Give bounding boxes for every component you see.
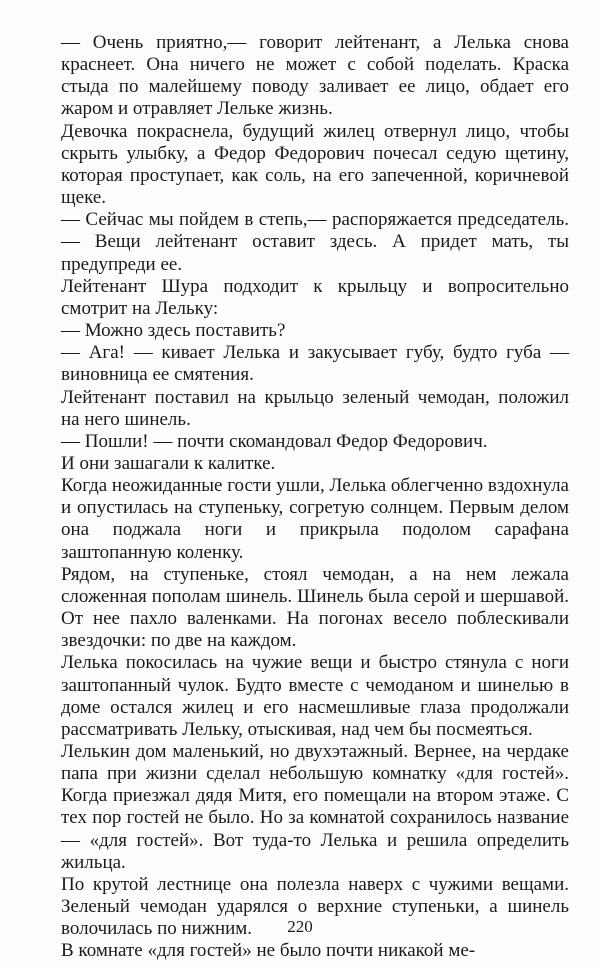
paragraph: — Можно здесь поставить?: [61, 320, 286, 342]
paragraph: Когда неожиданные гости ушли, Лелька облегченно вздохнула и опустилась на ступеньку, согретую солнцем. Первым делом она поджала ноги и прикрыла подолом сарафана заштопанную коленку.: [61, 475, 569, 563]
paragraph: Лейтенант Шура подходит к крыльцу и вопросительно смотрит на Лельку:: [61, 275, 569, 319]
page-number: 220: [287, 917, 313, 936]
paragraph: — Ага! — кивает Лелька и закусывает губу, будто губа — виновница ее смятения.: [61, 342, 569, 386]
paragraph: — Пошли! — почти скомандовал Федор Федорович.: [61, 430, 488, 452]
paragraph: Лелька покосилась на чужие вещи и быстро стянула с ноги заштопанный чулок. Будто вместе с чемоданом и шинелью в доме остался жилец и его насмешливые глаза продолжали рассматривать Лельку, отыскивая, над чем бы посмеяться.: [61, 652, 569, 740]
body-text: [61, 32, 569, 963]
paragraph: По крутой лестнице она полезла наверх с чужими вещами. Зеленый чемодан ударялся о верхние ступеньки, а шинель волочилась по нижним.: [61, 873, 569, 940]
paragraph: Рядом, на ступеньке, стоял чемодан, а на нем лежала сложенная пополам шинель. Шинель была серой и шершавой. От нее пахло валенками. На погонах весело поблескивали звездочки: по две на каждом.: [61, 563, 569, 652]
paragraph: Лелькин дом маленький, но двухэтажный. Вернее, на чердаке папа при жизни сделал небольшую комнатку «для гостей». Когда приезжал дядя Митя, его помещали на втором этаже. С тех пор гостей не было. Но за комнатой сохранилось название — «для гостей». Вот туда-то Лелька и решила определить жильца.: [61, 741, 569, 873]
paragraph: — Сейчас мы пойдем в степь,— распоряжается председатель.— Вещи лейтенант оставит здесь. А придет мать, ты предупреди ее.: [61, 209, 569, 275]
paragraph: — Очень приятно,— говорит лейтенант, а Лелька снова краснеет. Она ничего не может с собой поделать. Краска стыда по малейшему поводу заливает ее лицо, обдает его жаром и отравляет Лельке жизнь.: [61, 32, 569, 120]
paragraph: И они зашагали к калитке.: [61, 452, 276, 474]
paragraph: Девочка покраснела, будущий жилец отвернул лицо, чтобы скрыть улыбку, а Федор Федорович почесал седую щетину, которая проступает, как соль, на его запеченной, коричневой щеке.: [61, 120, 569, 209]
paragraph: Лейтенант поставил на крыльцо зеленый чемодан, положил на него шинель.: [61, 386, 569, 430]
paragraph: В комнате «для гостей» не было почти никакой ме-: [61, 940, 476, 962]
